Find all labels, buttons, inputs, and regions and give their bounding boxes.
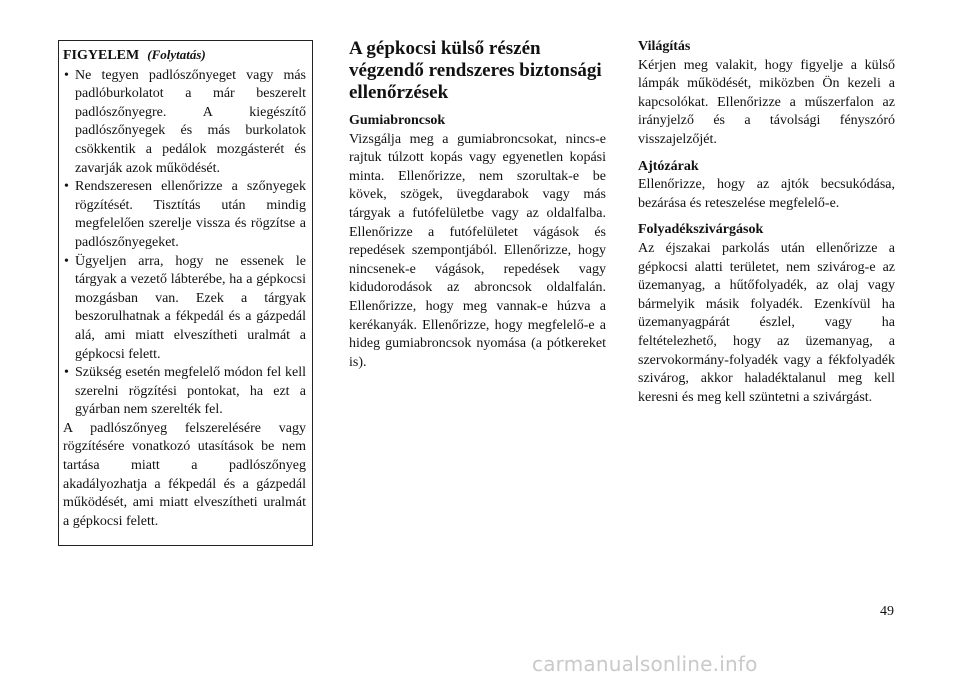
- warning-bullet: • Rendszeresen ellenőrizze a szőnyegek rögzítését. Tisztítás után mindig megfelelően szerelje vissza és rögzítse a padlószőnyegeket.: [63, 178, 306, 252]
- leaks-block: [638, 221, 895, 407]
- doors-heading: Ajtózárak: [638, 158, 699, 174]
- warning-footer: A padlószőnyeg felszerelésére vagy rögzítésére vonatkozó utasítások be nem tartása miatt a padlószőnyeg akadályozhatja a fékpedál és a gázpedál működését, ami miatt elveszítheti uralmát a gépkocsi felett.: [63, 420, 306, 529]
- doors-text: Ellenőrizze, hogy az ajtók becsukódása, bezárása és reteszelése megfelelő-e.: [638, 177, 895, 211]
- middle-column: [349, 38, 606, 372]
- doors-block: [638, 158, 895, 214]
- warning-title: FIGYELEM: [63, 48, 140, 63]
- tires-text: Vizsgálja meg a gumiabroncsokat, nincs-e rajtuk túlzott kopás vagy egyenetlen kopási minta. Ellenőrizze, nem szorultak-e be kövek, szögek, üvegdarabok vagy más tárgyak a futófelületbe vagy az oldalfalba. Ellenőrizze a futófelületet vágások és repedések szempontjából. Ellenőrizze, hogy nincsenek-e vágások, repedések vagy kidudorodások az abroncsok oldalfalán. Ellenőrizze, hogy meg vannak-e húzva a kerékanyák. Ellenőrizze, hogy megfelelő-e a hideg gumiabroncsok nyomása (a pótkereket is).: [349, 131, 606, 370]
- watermark: carmanualsonline.info: [532, 652, 758, 676]
- lights-text: Kérjen meg valakit, hogy figyelje a külső lámpák működését, miközben Ön kezeli a kapcsolókat. Ellenőrizze a műszerfalon az irányjelző és a távolsági fényszóró visszajelzőjét.: [638, 57, 895, 147]
- tires-heading: Gumiabroncsok: [349, 113, 446, 128]
- warning-list: [63, 67, 306, 420]
- warning-heading: [63, 46, 306, 66]
- warning-box: [58, 40, 313, 546]
- page-number: 49: [880, 604, 894, 619]
- leaks-text: Az éjszakai parkolás után ellenőrizze a gépkocsi alatti területet, nem szivárog-e az üzemanyag, a hűtőfolyadék, az olaj vagy bármelyik másik folyadék. Ezenkívül ha üzemanyagpárát észlel, vagy ha feltételezhető, hogy az üzemanyag, a szervokormány-folyadék vagy a fékfolyadék szivárog, akkor haladéktalanul meg kell keresni és meg kell szüntetni a szivárgást.: [638, 240, 895, 405]
- lights-heading: Világítás: [638, 39, 691, 54]
- warning-continuation: (Folytatás): [147, 47, 206, 62]
- warning-bullet: • Ügyeljen arra, hogy ne essenek le tárgyak a vezető lábterébe, ha a gépkocsi mozgásban van. Ezek a tárgyak beszorulhatnak a fékpedál és a gázpedál alá, ami miatt elveszítheti uralmát a gépkocsi felett.: [63, 253, 306, 365]
- section-title: A gépkocsi külső részén végzendő rendszeres biztonsági ellenőrzések: [349, 38, 602, 103]
- warning-bullet: • Szükség esetén megfelelő módon fel kell szerelni rögzítési pontokat, ha ezt a gyárban nem szerelték fel.: [63, 364, 306, 420]
- lights-block: [638, 38, 895, 150]
- leaks-heading: Folyadékszivárgások: [638, 222, 764, 238]
- right-column: [638, 38, 895, 415]
- warning-bullet: • Ne tegyen padlószőnyeget vagy más padlóburkolatot a már beszerelt padlószőnyegre. A kiegészítő padlószőnyegek és más burkolatok csökkentik a pedálok mozgásterét és zavarják azok működését.: [63, 67, 306, 179]
